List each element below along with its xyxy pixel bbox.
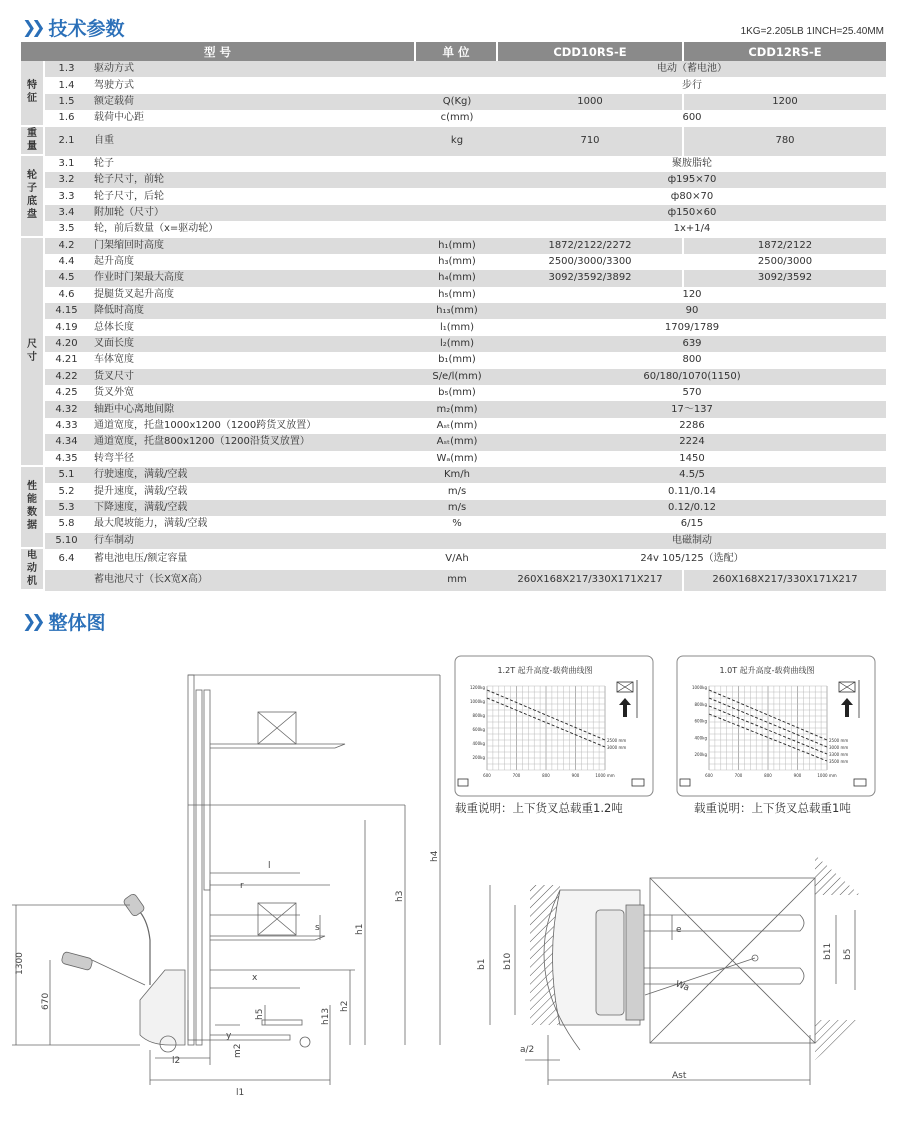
header-model: 型 号	[21, 42, 416, 61]
dim-h1: h1	[355, 923, 365, 935]
group-label: 轮子底盘	[21, 156, 45, 238]
row-value: 800	[498, 352, 886, 368]
row-value-model2: 260X168X217/330X171X217	[684, 570, 886, 591]
row-code	[45, 570, 88, 591]
group-label: 尺寸	[21, 238, 45, 467]
spec-row	[21, 156, 886, 172]
row-unit	[416, 61, 498, 77]
x-tick-label: 1000 mm	[817, 773, 837, 778]
y-tick-label: 400kg	[694, 735, 707, 741]
row-item: 轴距中心离地间隙	[88, 401, 416, 417]
row-code: 1.6	[45, 110, 88, 126]
dim-s: s	[315, 923, 320, 933]
row-value: 4.5/5	[498, 467, 886, 483]
spec-row	[21, 352, 886, 368]
unit-conversion-note: 1KG=2.205LB 1INCH=25.40MM	[740, 26, 884, 37]
row-item: 货叉外宽	[88, 385, 416, 401]
row-unit	[416, 77, 498, 93]
row-item: 附加轮（尺寸）	[88, 205, 416, 221]
row-item: 轮子	[88, 156, 416, 172]
dim-h2: h2	[340, 1000, 350, 1012]
row-unit: Km/h	[416, 467, 498, 483]
row-item: 货叉尺寸	[88, 369, 416, 385]
spec-row	[21, 385, 886, 401]
dim-wa: Wa	[673, 979, 691, 994]
row-value: 639	[498, 336, 886, 352]
x-tick-label: 800	[542, 773, 550, 778]
row-code: 3.5	[45, 221, 88, 237]
row-value: 1x+1/4	[498, 221, 886, 237]
spec-row	[21, 127, 886, 156]
spec-row	[21, 516, 886, 532]
row-code: 4.6	[45, 287, 88, 303]
row-code: 5.2	[45, 483, 88, 499]
row-code: 4.34	[45, 434, 88, 450]
row-item: 轮子尺寸，前轮	[88, 172, 416, 188]
row-unit: Q(Kg)	[416, 94, 498, 110]
x-tick-label: 700	[734, 773, 743, 778]
row-value: 600	[498, 110, 886, 126]
double-chevron-icon: ❯❯	[22, 611, 41, 632]
spec-table-header	[21, 42, 886, 61]
row-code: 5.1	[45, 467, 88, 483]
spec-row	[21, 188, 886, 204]
dim-a2: a/2	[520, 1045, 535, 1055]
top-view-drawing	[477, 855, 860, 1085]
spec-row	[21, 319, 886, 335]
row-unit: b₅(mm)	[416, 385, 498, 401]
row-item: 行车制动	[88, 533, 416, 549]
row-value: 90	[498, 303, 886, 319]
dim-h5: h5	[255, 1008, 265, 1020]
row-unit: Aₛₜ(mm)	[416, 418, 498, 434]
row-code: 2.1	[45, 127, 88, 156]
row-item: 蓄电池尺寸（长X宽X高）	[88, 570, 416, 591]
row-unit: h₅(mm)	[416, 287, 498, 303]
row-unit: S/e/l(mm)	[416, 369, 498, 385]
row-code: 4.21	[45, 352, 88, 368]
section-title-text: 整体图	[48, 612, 106, 634]
row-item: 总体长度	[88, 319, 416, 335]
row-value-model2: 1872/2122	[684, 238, 886, 254]
curve-label: 3000 mm	[607, 745, 627, 750]
section-title-specs	[22, 14, 125, 41]
row-value: 570	[498, 385, 886, 401]
row-value-model2: 3092/3592	[684, 270, 886, 286]
spec-row	[21, 570, 886, 591]
header-model1: CDD10RS-E	[498, 42, 684, 61]
dim-b10: b10	[503, 952, 513, 970]
dim-h4: h4	[430, 850, 440, 862]
x-tick-label: 700	[512, 773, 521, 778]
row-unit: c(mm)	[416, 110, 498, 126]
chart2-title: 1.0T 起升高度-载荷曲线图	[719, 666, 815, 675]
row-code: 1.5	[45, 94, 88, 110]
spec-row	[21, 238, 886, 254]
y-tick-label: 200kg	[694, 752, 707, 758]
load-chart-2	[677, 656, 875, 815]
double-chevron-icon: ❯❯	[22, 17, 41, 38]
x-tick-label: 600	[705, 773, 713, 778]
dim-m2: m2	[233, 1043, 243, 1058]
row-unit: h₄(mm)	[416, 270, 498, 286]
spec-row	[21, 483, 886, 499]
row-item: 门架缩回时高度	[88, 238, 416, 254]
x-tick-label: 900	[793, 773, 802, 778]
row-item: 额定载荷	[88, 94, 416, 110]
curve-label: 3500 mm	[829, 759, 849, 764]
spec-row	[21, 205, 886, 221]
group-label: 重量	[21, 127, 45, 156]
dim-x: x	[252, 973, 258, 983]
row-value: ф150×60	[498, 205, 886, 221]
spec-row	[21, 61, 886, 77]
row-value: 24v 105/125（选配）	[498, 549, 886, 570]
load-chart-1	[455, 656, 653, 815]
curve-label: 3000 mm	[829, 745, 849, 750]
row-value: 电磁制动	[498, 533, 886, 549]
row-item: 载荷中心距	[88, 110, 416, 126]
row-value: 60/180/1070(1150)	[498, 369, 886, 385]
spec-row	[21, 467, 886, 483]
row-value: 聚胺脂轮	[498, 156, 886, 172]
row-value-model2: 780	[684, 127, 886, 156]
row-unit	[416, 533, 498, 549]
row-unit: Wₐ(mm)	[416, 451, 498, 467]
row-value-model1: 710	[498, 127, 684, 156]
row-item: 作业时门架最大高度	[88, 270, 416, 286]
y-tick-label: 400kg	[472, 741, 485, 746]
row-code: 4.15	[45, 303, 88, 319]
row-unit	[416, 156, 498, 172]
row-value: 步行	[498, 77, 886, 93]
dim-b1: b1	[477, 958, 487, 970]
row-unit	[416, 221, 498, 237]
row-item: 降低时高度	[88, 303, 416, 319]
row-unit: m/s	[416, 483, 498, 499]
row-value: 0.11/0.14	[498, 483, 886, 499]
row-item: 起升高度	[88, 254, 416, 270]
spec-row	[21, 401, 886, 417]
dim-ast: Ast	[672, 1071, 687, 1081]
x-tick-label: 600	[483, 773, 491, 778]
overview-diagrams	[0, 640, 900, 1110]
row-value-model1: 1872/2122/2272	[498, 238, 684, 254]
row-code: 3.1	[45, 156, 88, 172]
row-code: 4.25	[45, 385, 88, 401]
dim-l: l	[268, 861, 271, 871]
row-unit: b₁(mm)	[416, 352, 498, 368]
row-unit: h₁₃(mm)	[416, 303, 498, 319]
header-unit: 单 位	[416, 42, 498, 61]
dim-h13: h13	[321, 1007, 331, 1025]
row-code: 3.3	[45, 188, 88, 204]
row-item: 蓄电池电压/额定容量	[88, 549, 416, 570]
row-unit: h₃(mm)	[416, 254, 498, 270]
row-item: 自重	[88, 127, 416, 156]
row-code: 1.4	[45, 77, 88, 93]
row-code: 4.22	[45, 369, 88, 385]
spec-row	[21, 270, 886, 286]
row-value: 电动（蓄电池）	[498, 61, 886, 77]
row-unit	[416, 172, 498, 188]
row-code: 5.3	[45, 500, 88, 516]
y-tick-label: 1000kg	[469, 699, 485, 704]
section-title-text: 技术参数	[48, 18, 125, 40]
spec-row	[21, 221, 886, 237]
spec-row	[21, 303, 886, 319]
spec-row	[21, 254, 886, 270]
row-item: 下降速度，满载/空载	[88, 500, 416, 516]
dim-l2: l2	[172, 1056, 181, 1066]
group-label: 电动机	[21, 549, 45, 591]
row-code: 4.35	[45, 451, 88, 467]
row-unit: h₁(mm)	[416, 238, 498, 254]
x-tick-label: 1000 mm	[595, 773, 615, 778]
row-code: 4.32	[45, 401, 88, 417]
row-unit: l₂(mm)	[416, 336, 498, 352]
row-code: 4.5	[45, 270, 88, 286]
row-value-model2: 1200	[684, 94, 886, 110]
chart1-caption: 载重说明：上下货叉总载重1.2吨	[455, 801, 623, 815]
spec-row	[21, 451, 886, 467]
row-value-model2: 2500/3000	[684, 254, 886, 270]
row-value: ф80×70	[498, 188, 886, 204]
side-view-drawing	[12, 675, 440, 1098]
section-title-overview	[22, 608, 106, 635]
curve-label: 2500 mm	[607, 738, 627, 743]
row-item: 驾驶方式	[88, 77, 416, 93]
y-tick-label: 600kg	[472, 727, 485, 732]
row-code: 4.2	[45, 238, 88, 254]
row-unit: l₁(mm)	[416, 319, 498, 335]
y-tick-label: 800kg	[472, 713, 485, 718]
row-unit	[416, 188, 498, 204]
y-tick-label: 800kg	[694, 701, 707, 707]
group-label: 性能数据	[21, 467, 45, 549]
row-code: 4.33	[45, 418, 88, 434]
y-tick-label: 200kg	[472, 755, 485, 760]
spec-row	[21, 94, 886, 110]
dim-l1: l1	[236, 1088, 245, 1098]
row-value-model1: 2500/3000/3300	[498, 254, 684, 270]
y-tick-label: 600kg	[694, 718, 707, 724]
spec-row	[21, 172, 886, 188]
row-code: 5.10	[45, 533, 88, 549]
row-value: 120	[498, 287, 886, 303]
row-code: 4.19	[45, 319, 88, 335]
row-unit: Aₛₜ(mm)	[416, 434, 498, 450]
row-unit	[416, 205, 498, 221]
row-value: ф195×70	[498, 172, 886, 188]
spec-table	[21, 42, 886, 591]
row-value: 6/15	[498, 516, 886, 532]
spec-row	[21, 434, 886, 450]
row-code: 3.4	[45, 205, 88, 221]
row-unit: mm	[416, 570, 498, 591]
row-item: 转弯半径	[88, 451, 416, 467]
dim-e: e	[676, 925, 682, 935]
spec-row	[21, 287, 886, 303]
row-item: 行驶速度，满载/空载	[88, 467, 416, 483]
row-item: 轮子尺寸，后轮	[88, 188, 416, 204]
row-item: 最大爬坡能力，满载/空载	[88, 516, 416, 532]
group-label: 特征	[21, 61, 45, 127]
row-value: 2224	[498, 434, 886, 450]
row-item: 通道宽度，托盘800x1200（1200沿货叉放置）	[88, 434, 416, 450]
row-code: 5.8	[45, 516, 88, 532]
row-value-model1: 1000	[498, 94, 684, 110]
row-code: 6.4	[45, 549, 88, 570]
spec-row	[21, 369, 886, 385]
row-value: 2286	[498, 418, 886, 434]
chart2-caption: 载重说明：上下货叉总载重1吨	[694, 801, 851, 815]
row-value: 17～137	[498, 401, 886, 417]
dim-h3: h3	[395, 890, 405, 902]
spec-row	[21, 533, 886, 549]
row-value-model1: 3092/3592/3892	[498, 270, 684, 286]
dim-b5: b5	[843, 948, 853, 960]
dim-r: r	[240, 881, 244, 891]
row-value: 1709/1789	[498, 319, 886, 335]
row-unit: %	[416, 516, 498, 532]
chart1-title: 1.2T 起升高度-载荷曲线图	[497, 666, 593, 675]
row-unit: m₂(mm)	[416, 401, 498, 417]
y-tick-label: 1200kg	[469, 685, 485, 690]
curve-label: 3300 mm	[829, 752, 849, 757]
spec-row	[21, 77, 886, 93]
row-unit: kg	[416, 127, 498, 156]
row-unit: V/Ah	[416, 549, 498, 570]
row-code: 3.2	[45, 172, 88, 188]
dim-670: 670	[41, 992, 51, 1010]
row-unit: m/s	[416, 500, 498, 516]
row-code: 4.20	[45, 336, 88, 352]
spec-row	[21, 418, 886, 434]
row-item: 提升速度，满载/空载	[88, 483, 416, 499]
spec-row	[21, 110, 886, 126]
row-item: 驱动方式	[88, 61, 416, 77]
header-model2: CDD12RS-E	[684, 42, 886, 61]
row-code: 4.4	[45, 254, 88, 270]
row-code: 1.3	[45, 61, 88, 77]
curve-label: 2500 mm	[829, 738, 849, 743]
row-value: 1450	[498, 451, 886, 467]
row-item: 叉面长度	[88, 336, 416, 352]
row-value: 0.12/0.12	[498, 500, 886, 516]
spec-row	[21, 549, 886, 570]
row-item: 轮，前后数量（x=驱动轮）	[88, 221, 416, 237]
row-value-model1: 260X168X217/330X171X217	[498, 570, 684, 591]
spec-row	[21, 336, 886, 352]
dim-b11: b11	[823, 942, 833, 960]
row-item: 提腿货叉起升高度	[88, 287, 416, 303]
dim-y: y	[226, 1031, 232, 1041]
x-tick-label: 800	[764, 773, 772, 778]
row-item: 车体宽度	[88, 352, 416, 368]
y-tick-label: 1000kg	[691, 685, 707, 690]
spec-row	[21, 500, 886, 516]
dim-1300: 1300	[15, 952, 25, 975]
x-tick-label: 900	[571, 773, 580, 778]
row-item: 通道宽度，托盘1000x1200（1200跨货叉放置）	[88, 418, 416, 434]
